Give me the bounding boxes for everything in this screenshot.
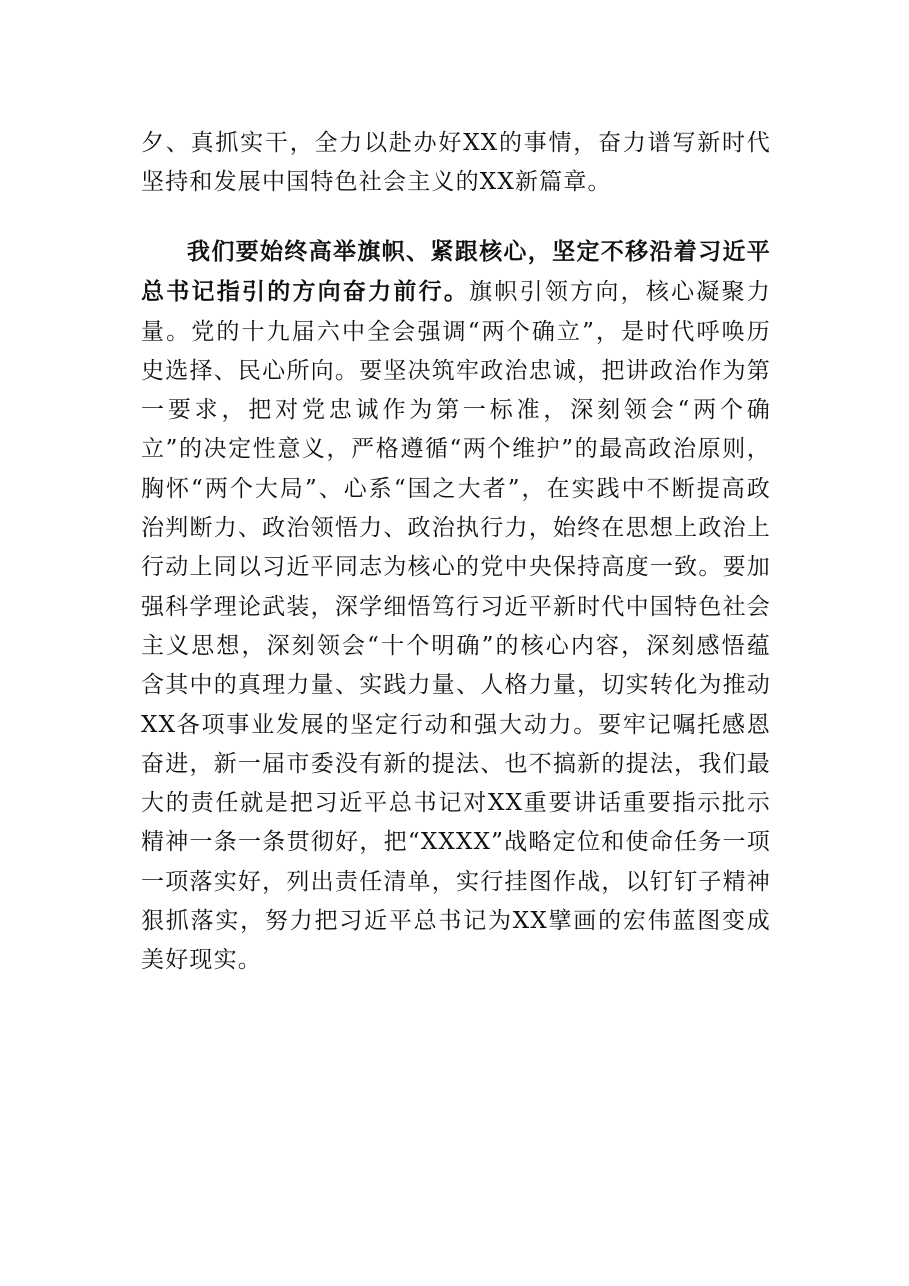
paragraph-2-body-text: 旗帜引领方向，核心凝聚力量。党的十九届六中全会强调“两个确立”，是时代呼唤历史选择、民心所向。要坚决筑牢政治忠诚，把讲政治作为第一要求，把对党忠诚作为第一标准，深刻领会“两个确立”的决定性意义，严格遵循“两个维护”的最高政治原则，胸怀“两个大局”、心系“国之大者”，在实践中不断提高政治判断力、政治领悟力、政治执行力，始终在思想上政治上行动上同以习近平同志为核心的党中央保持高度一致。要加强科学理论武装，深学细悟笃行习近平新时代中国特色社会主义思想，深刻领会“十个明确”的核心内容，深刻感悟蕴含其中的真理力量、实践力量、人格力量，切实转化为推动XX各项事业发展的坚定行动和强大动力。要牢记嘱托感恩奋进，新一届市委没有新的提法、也不搞新的提法，我们最大的责任就是把习近平总书记对XX重要讲话重要指示批示精神一条一条贯彻好，把“XXXX”战略定位和使命任务一项一项落实好，列出责任清单，实行挂图作战，以钉钉子精神狠抓落实，努力把习近平总书记为XX擘画的宏伟蓝图变成美好现实。 [141,279,771,974]
paragraph-1-text: 夕、真抓实干，全力以赴办好XX的事情，奋力谱写新时代坚持和发展中国特色社会主义的XX新篇章。 [141,130,771,196]
paragraph-1 [141,124,771,203]
paragraph-2 [141,232,771,981]
paragraph-2-lead-sentence: 我们要始终高举旗帜、紧跟核心，坚定不移沿着习近平总书记指引的方向奋力前行。 [141,238,771,306]
